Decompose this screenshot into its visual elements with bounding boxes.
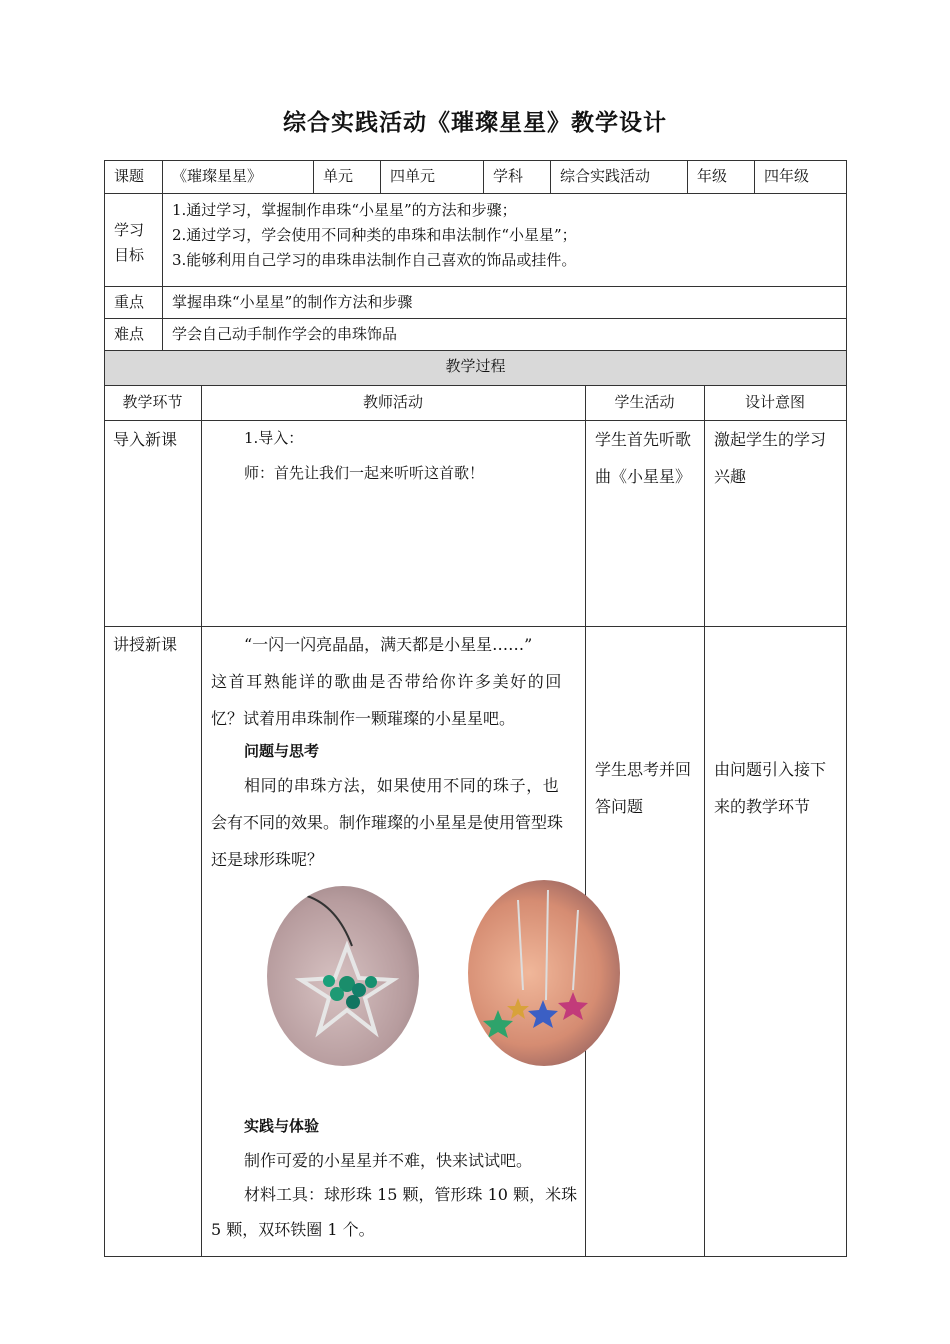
table-border	[104, 193, 847, 194]
teacher-text: 还是球形珠呢？	[211, 850, 324, 869]
teacher-text: 材料工具：球形珠 15 颗，管形珠 10 颗，米珠	[244, 1185, 578, 1204]
table-border	[104, 420, 847, 421]
table-border	[104, 626, 847, 627]
teacher-text: 5 颗，双环铁圈 1 个。	[211, 1220, 375, 1239]
discipline-label: 学科	[493, 167, 524, 185]
teacher-text: 会有不同的效果。制作璀璨的小星星是使用管型珠	[211, 813, 564, 832]
discipline-value: 综合实践活动	[560, 167, 651, 185]
table-border	[846, 160, 847, 1257]
student-text: 答问题	[595, 797, 644, 816]
table-border	[550, 160, 551, 193]
student-text: 学生思考并回	[595, 760, 692, 779]
stage-intro: 导入新课	[113, 430, 178, 449]
subject-value: 《璀璨星星》	[172, 167, 263, 185]
question-heading: 问题与思考	[244, 742, 320, 760]
table-border	[104, 160, 847, 161]
header-stage: 教学环节	[122, 393, 183, 411]
intent-text: 激起学生的学习	[714, 430, 827, 449]
intent-text: 来的教学环节	[714, 797, 811, 816]
table-border	[201, 385, 202, 1256]
table-border	[687, 160, 688, 193]
grade-label: 年级	[697, 167, 728, 185]
beaded-stars-hand-icon	[468, 880, 620, 1066]
subject-label: 课题	[114, 167, 145, 185]
star-photo-1	[267, 886, 419, 1066]
student-text: 曲《小星星》	[595, 467, 692, 486]
objectives-label: 目标	[114, 246, 145, 264]
table-border	[104, 318, 847, 319]
difficulty-value: 学会自己动手制作学会的串珠饰品	[172, 325, 398, 343]
teacher-text: 1.导入：	[244, 429, 304, 447]
practice-heading: 实践与体验	[244, 1117, 320, 1135]
objective-item: 1.通过学习，掌握制作串珠“小星星”的方法和步骤；	[172, 201, 517, 219]
table-border	[104, 1256, 847, 1257]
table-border	[104, 160, 105, 1257]
beaded-star-icon	[267, 886, 419, 1066]
header-teacher: 教师活动	[362, 393, 423, 411]
grade-value: 四年级	[764, 167, 810, 185]
table-border	[754, 160, 755, 193]
stage-lecture: 讲授新课	[113, 635, 178, 654]
header-student: 学生活动	[614, 393, 675, 411]
key-point-value: 掌握串珠“小星星”的制作方法和步骤	[172, 293, 413, 311]
process-heading: 教学过程	[445, 357, 506, 375]
teacher-text: 这首耳熟能详的歌曲是否带给你许多美好的回	[211, 672, 564, 691]
teacher-text: 制作可爱的小星星并不难，快来试试吧。	[244, 1151, 533, 1170]
difficulty-label: 难点	[114, 325, 145, 343]
key-point-label: 重点	[114, 293, 145, 311]
table-border	[104, 385, 847, 386]
unit-value: 四单元	[390, 167, 436, 185]
table-border	[380, 160, 381, 193]
student-text: 学生首先听歌	[595, 430, 692, 449]
table-border	[585, 385, 586, 1256]
star-photo-2	[468, 880, 620, 1066]
table-border	[704, 385, 705, 1256]
table-border	[313, 160, 314, 193]
intent-text: 兴趣	[714, 467, 747, 486]
objective-item: 3.能够利用自己学习的串珠串法制作自己喜欢的饰品或挂件。	[172, 251, 577, 269]
teacher-text: “一闪一闪亮晶晶，满天都是小星星……”	[244, 635, 533, 654]
teacher-text: 忆？试着用串珠制作一颗璀璨的小星星吧。	[211, 709, 516, 728]
table-border	[483, 160, 484, 193]
teacher-text: 师：首先让我们一起来听听这首歌！	[244, 464, 485, 482]
objective-item: 2.通过学习，学会使用不同种类的串珠和串法制作“小星星”；	[172, 226, 577, 244]
table-border	[104, 286, 847, 287]
page-title: 综合实践活动《璀璨星星》教学设计	[283, 110, 667, 136]
intent-text: 由问题引入接下	[714, 760, 827, 779]
header-intent: 设计意图	[744, 393, 805, 411]
objectives-label: 学习	[114, 221, 145, 239]
unit-label: 单元	[323, 167, 354, 185]
table-border	[162, 160, 163, 350]
teacher-text: 相同的串珠方法，如果使用不同的珠子，也	[244, 776, 560, 795]
